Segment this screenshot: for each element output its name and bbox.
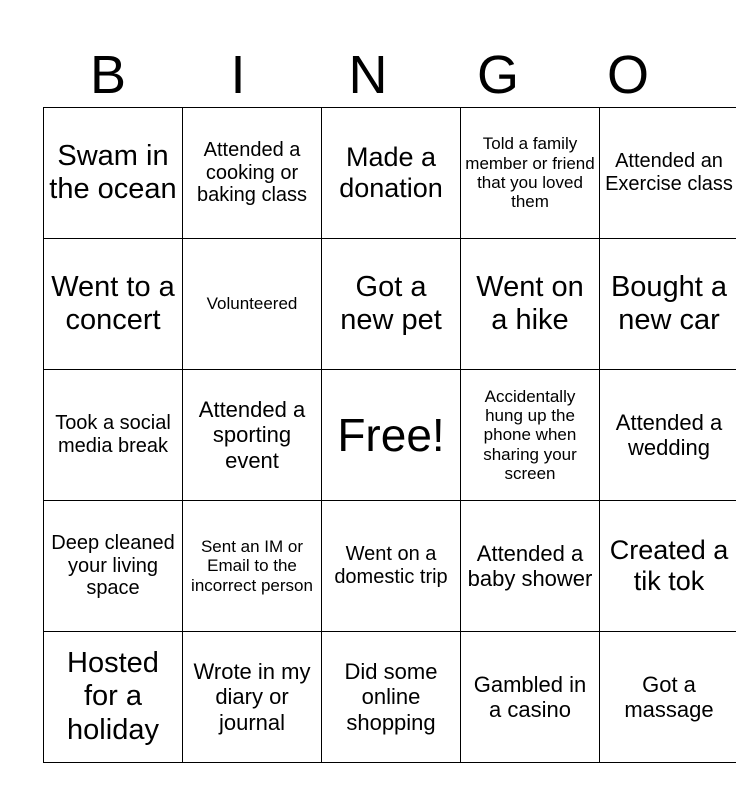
header-letter-o: O	[606, 45, 649, 105]
board-row-2	[44, 239, 736, 370]
header-letter-n: N	[348, 45, 388, 105]
bingo-cell[interactable]: Created a tik tok	[600, 501, 736, 632]
bingo-cell[interactable]: Volunteered	[183, 239, 322, 370]
bingo-cell[interactable]: Attended a baby shower	[461, 501, 600, 632]
bingo-cell[interactable]: Hosted for a holiday	[44, 632, 183, 763]
bingo-cell[interactable]: Got a massage	[600, 632, 736, 763]
bingo-cell[interactable]: Attended a cooking or baking class	[183, 108, 322, 239]
bingo-cell[interactable]: Attended a wedding	[600, 370, 736, 501]
bingo-cell[interactable]: Took a social media break	[44, 370, 183, 501]
bingo-cell[interactable]: Attended a sporting event	[183, 370, 322, 501]
bingo-cell[interactable]: Gambled in a casino	[461, 632, 600, 763]
bingo-cell[interactable]: Made a donation	[322, 108, 461, 239]
bingo-cell[interactable]: Did some online shopping	[322, 632, 461, 763]
bingo-cell[interactable]: Went to a concert	[44, 239, 183, 370]
board-row-1	[44, 108, 736, 239]
bingo-cell[interactable]: Went on a domestic trip	[322, 501, 461, 632]
board-row-5	[44, 632, 736, 763]
board-row-4	[44, 501, 736, 632]
bingo-cell[interactable]: Attended an Exercise class	[600, 108, 736, 239]
bingo-board	[43, 107, 736, 763]
free-cell[interactable]: Free!	[322, 370, 461, 501]
header-letter-g: G	[476, 45, 519, 105]
board-row-3	[44, 370, 736, 501]
bingo-cell[interactable]: Swam in the ocean	[44, 108, 183, 239]
bingo-cell[interactable]: Went on a hike	[461, 239, 600, 370]
bingo-cell[interactable]: Sent an IM or Email to the incorrect person	[183, 501, 322, 632]
bingo-cell[interactable]: Deep cleaned your living space	[44, 501, 183, 632]
header-letter-i: I	[230, 45, 246, 105]
bingo-header	[43, 42, 693, 108]
bingo-cell[interactable]: Wrote in my diary or journal	[183, 632, 322, 763]
header-letter-b: B	[89, 45, 127, 105]
bingo-cell[interactable]: Bought a new car	[600, 239, 736, 370]
bingo-cell[interactable]: Got a new pet	[322, 239, 461, 370]
bingo-cell[interactable]: Told a family member or friend that you loved them	[461, 108, 600, 239]
bingo-cell[interactable]: Accidentally hung up the phone when sharing your screen	[461, 370, 600, 501]
